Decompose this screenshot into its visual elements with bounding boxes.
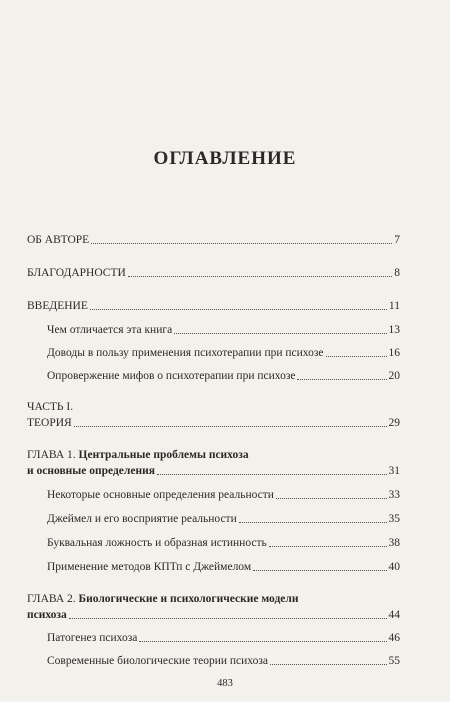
toc-entry-introduction[interactable]	[27, 299, 400, 313]
toc-entry-label: Буквальная ложность и образная истинность	[47, 537, 267, 549]
toc-entry-page: 46	[388, 632, 400, 644]
dot-leader	[297, 378, 386, 380]
toc-entry-part1[interactable]	[27, 416, 400, 430]
toc-subentry[interactable]	[47, 323, 400, 337]
dot-leader	[276, 497, 387, 499]
toc-entry-label: психоза	[27, 609, 67, 621]
toc-subentry[interactable]	[47, 536, 400, 550]
chapter-title: Биологические и психологические модели	[78, 593, 299, 605]
toc-subentry[interactable]	[47, 560, 400, 574]
toc-entry-label: Чем отличается эта книга	[47, 324, 173, 336]
toc-entry-label: ВВЕДЕНИЕ	[27, 300, 88, 312]
toc-entry-label: и основные определения	[27, 465, 155, 477]
toc-entry-label: Применение методов КПТп с Джеймелом	[47, 561, 252, 573]
toc-entry-page: 38	[388, 537, 400, 549]
toc-entry-about-author[interactable]	[27, 233, 400, 247]
page-number: 483	[217, 678, 233, 689]
part-heading-line1: ЧАСТЬ I.	[27, 401, 74, 413]
toc-entry-chapter2[interactable]	[27, 608, 400, 622]
toc-entry-page: 29	[388, 417, 400, 429]
page-title: ОГЛАВЛЕНИЕ	[153, 148, 297, 169]
dot-leader	[174, 332, 386, 334]
dot-leader	[74, 425, 387, 427]
toc-entry-page: 20	[388, 370, 400, 382]
toc-entry-page: 16	[388, 347, 400, 359]
toc-subentry[interactable]	[47, 631, 400, 645]
dot-leader	[270, 663, 387, 665]
toc-entry-label: ТЕОРИЯ	[27, 417, 72, 429]
chapter-title: Центральные проблемы психоза	[78, 449, 249, 461]
toc-entry-page: 35	[388, 513, 400, 525]
toc-entry-page: 7	[394, 234, 400, 246]
toc-entry-page: 40	[388, 561, 400, 573]
dot-leader	[91, 242, 392, 244]
toc-entry-label: Доводы в пользу применения психотерапии при психозе	[47, 347, 324, 359]
toc-entry-label: Опровержение мифов о психотерапии при психозе	[47, 370, 296, 382]
toc-subentry[interactable]	[47, 346, 400, 360]
toc-subentry[interactable]	[47, 369, 400, 383]
toc-entry-label: Патогенез психоза	[47, 632, 138, 644]
dot-leader	[157, 473, 387, 475]
toc-entry-label: ОБ АВТОРЕ	[27, 234, 90, 246]
toc-subentry[interactable]	[47, 654, 400, 668]
chapter-prefix: ГЛАВА 2.	[27, 593, 76, 605]
toc-entry-label: БЛАГОДАРНОСТИ	[27, 267, 126, 279]
toc-entry-page: 31	[388, 465, 400, 477]
toc-entry-page: 55	[388, 655, 400, 667]
dot-leader	[69, 617, 387, 619]
dot-leader	[253, 569, 386, 571]
toc-entry-page: 11	[388, 300, 400, 312]
toc-entry-acknowledgements[interactable]	[27, 266, 400, 280]
dot-leader	[90, 308, 387, 310]
dot-leader	[326, 355, 387, 357]
toc-entry-label: Современные биологические теории психоза	[47, 655, 268, 667]
dot-leader	[128, 275, 392, 277]
toc-entry-page: 44	[388, 609, 400, 621]
chapter-prefix: ГЛАВА 1.	[27, 449, 76, 461]
dot-leader	[139, 640, 386, 642]
toc-entry-label: Джеймел и его восприятие реальности	[47, 513, 237, 525]
toc-entry-page: 33	[388, 489, 400, 501]
toc-entry-label: Некоторые основные определения реальности	[47, 489, 274, 501]
dot-leader	[269, 545, 387, 547]
toc-subentry[interactable]	[47, 512, 400, 526]
chapter2-heading	[27, 592, 298, 606]
toc-subentry[interactable]	[47, 488, 400, 502]
toc-entry-page: 8	[394, 267, 400, 279]
toc-entry-page: 13	[388, 324, 400, 336]
toc-entry-chapter1[interactable]	[27, 464, 400, 478]
dot-leader	[239, 521, 387, 523]
chapter1-heading	[27, 448, 249, 462]
